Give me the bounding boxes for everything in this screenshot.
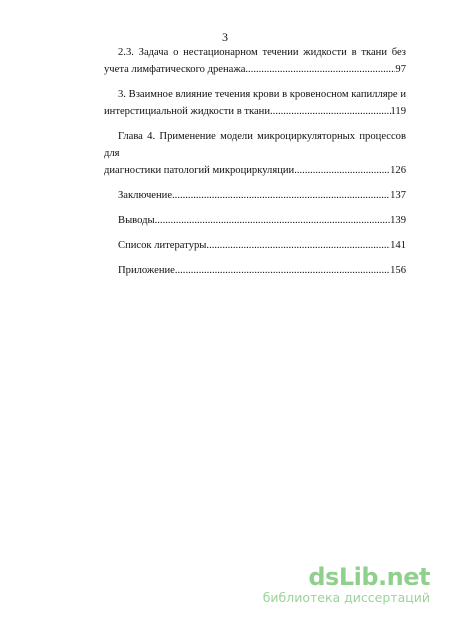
toc-leader-dots — [172, 187, 390, 204]
toc-page-ref: 119 — [390, 106, 406, 117]
toc-leader-dots — [155, 212, 390, 229]
toc-entry-title-line: Глава 4. Применение модели микроциркуляторных процессов для — [104, 131, 406, 159]
toc-page-ref: 156 — [390, 265, 406, 276]
toc-entry-title: Выводы — [118, 215, 155, 226]
watermark-logo: dsLib.net — [308, 563, 430, 591]
toc-leader-dots — [245, 61, 395, 78]
page-number: 3 — [222, 30, 228, 44]
toc-entry-title: Приложение — [118, 265, 175, 276]
toc-leader-dots — [175, 262, 390, 279]
toc-leader-dots — [206, 237, 390, 254]
watermark — [230, 565, 430, 605]
toc-page-ref: 137 — [390, 190, 406, 201]
toc-entry-title-end: диагностики патологий микроциркуляции — [104, 165, 295, 176]
toc-entry-title-end: интерстициальной жидкости в ткани — [104, 106, 271, 117]
toc-page-ref: 141 — [390, 240, 406, 251]
toc-entry-title: Список литературы — [118, 240, 207, 251]
toc-entry — [104, 212, 406, 229]
toc-entry — [104, 86, 406, 120]
toc-entry-title: Заключение — [118, 190, 173, 201]
toc-entry — [104, 44, 406, 78]
toc-entry-title-end: учета лимфатического дренажа — [104, 64, 246, 75]
table-of-contents — [104, 44, 406, 279]
toc-entry-title-line: 2.3. Задача о нестационарном течении жидкости в ткани без — [118, 47, 406, 58]
toc-page-ref: 97 — [395, 64, 406, 75]
toc-leader-dots — [270, 103, 390, 120]
toc-page-ref: 139 — [390, 215, 406, 226]
toc-entry — [104, 262, 406, 279]
watermark-subtitle: библиотека диссертаций — [262, 590, 430, 605]
toc-page-ref: 126 — [390, 165, 406, 176]
toc-entry — [104, 237, 406, 254]
toc-leader-dots — [294, 162, 390, 179]
toc-entry-title-line: 3. Взаимное влияние течения крови в кровеносном капилляре и — [118, 89, 406, 100]
toc-entry — [104, 128, 406, 179]
toc-entry — [104, 187, 406, 204]
